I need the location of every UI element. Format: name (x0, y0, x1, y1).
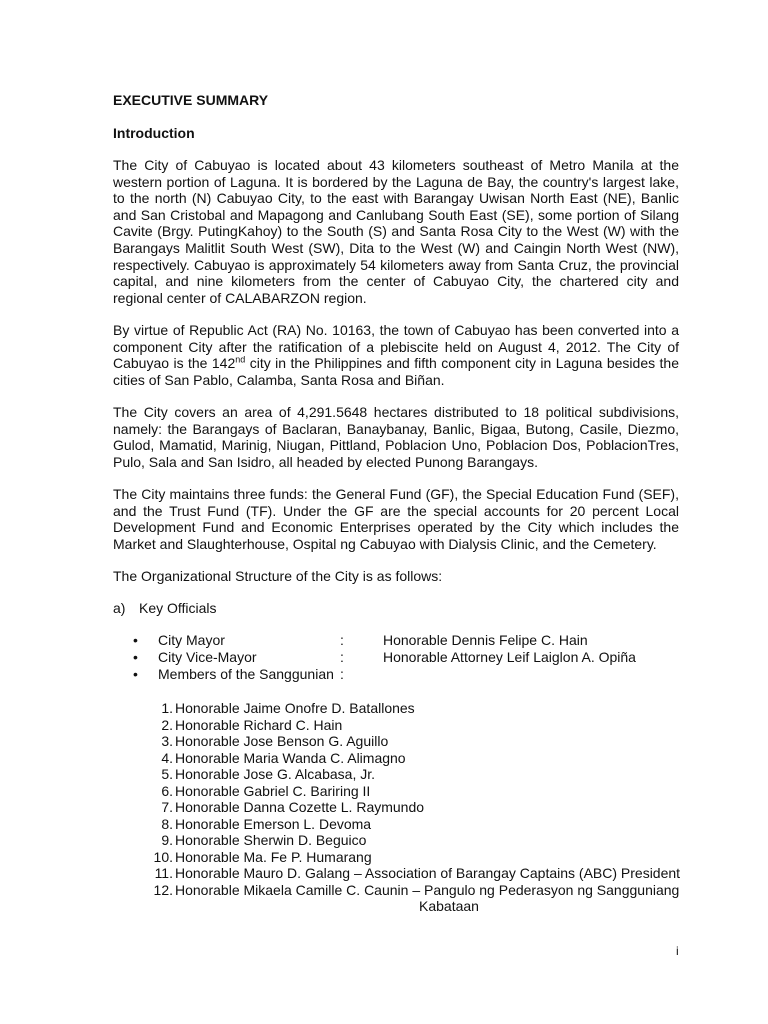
member-name: Honorable Jose G. Alcabasa, Jr. (175, 766, 375, 782)
separator-colon: : (340, 666, 344, 682)
bullet-icon: • (133, 632, 138, 648)
list-item (113, 766, 679, 783)
separator-colon: : (340, 649, 344, 665)
list-item (113, 783, 679, 800)
member-name: Honorable Ma. Fe P. Humarang (175, 848, 372, 865)
member-number: 2. (161, 716, 173, 733)
member-name: Honorable Emerson L. Devoma (175, 815, 372, 832)
ordinal-suffix: nd (235, 354, 246, 365)
paragraph-cityhood-text-a: By virtue of Republic Act (RA) No. 10163, the town of Cabuyao has been converted into a component City after the ratification of a plebiscite held on August 4, 2012. The City of Cabuyao is the 142 (113, 322, 679, 372)
list-item (113, 632, 679, 649)
paragraph-org-structure: The Organizational Structure of the City is as follows: (113, 568, 443, 584)
paragraph-location: The City of Cabuyao is located about 43 kilometers southeast of Metro Manila at the western portion of Laguna. It is bordered by the Laguna de Bay, the country's largest lake, to the north (N) Cabuyao City, to the east with Barangay Uwisan North East (NE), Banlic and San Cristobal and Mapagong and Canlubang South East (SE), some portion of Silang Cavite (Brgy. PutingKahoy) to the South (S) and Santa Rosa City to the West (W) with the Barangays Malitlit South West (SW), Dita to the West (W) and Caingin North West (NW), respectively. Cabuyao is approximately 54 kilometers away from Santa Cruz, the provincial capital, and nine kilometers from the center of Cabuyao City, the chartered city and regional center of CALABARZON region. (113, 157, 679, 306)
member-number: 3. (161, 733, 173, 749)
list-marker: a) (113, 600, 126, 616)
bullet-icon: • (133, 649, 138, 665)
official-name: Honorable Attorney Leif Laiglon A. Opiña (383, 649, 636, 665)
member-name: Honorable Gabriel C. Bariring II (175, 782, 371, 799)
member-number: 7. (161, 799, 173, 815)
list-item (113, 666, 679, 683)
list-item (113, 799, 679, 816)
official-role: Members of the Sanggunian (158, 666, 334, 682)
document-title: EXECUTIVE SUMMARY (113, 92, 269, 108)
member-number: 4. (161, 749, 173, 766)
list-item (113, 717, 679, 734)
member-name: Honorable Danna Cozette L. Raymundo (175, 799, 425, 815)
member-name-continuation: Kabataan (419, 898, 479, 914)
paragraph-area: The City covers an area of 4,291.5648 hectares distributed to 18 political subdivisions, namely: the Barangays of Baclaran, Banaybanay, Banlic, Bigaa, Butong, Casile, Diezmo, Gulod, Mamatid, Marinig, Niugan, Pittland, Poblacion Uno, Poblacion Dos, PoblacionTres, Pulo, Sala and San Isidro, all headed by elected Punong Barangays. (113, 404, 679, 470)
list-item (113, 649, 679, 666)
list-item (113, 881, 680, 914)
member-number: 12. (153, 881, 173, 898)
member-number: 5. (161, 766, 173, 782)
member-number: 1. (161, 700, 173, 716)
separator-colon: : (340, 632, 344, 648)
official-role: City Mayor (158, 632, 225, 648)
member-number: 8. (161, 815, 173, 832)
key-officials-heading (113, 600, 217, 616)
paragraph-funds: The City maintains three funds: the General Fund (GF), the Special Education Fund (SEF), and the Trust Fund (TF). Under the GF are the special accounts for 20 percent Local Development Fund and Economic Enterprises operated by the City which includes the Market and Slaughterhouse, Ospital ng Cabuyao with Dialysis Clinic, and the Cemetery. (113, 486, 679, 552)
list-item (113, 750, 679, 767)
member-number: 11. (154, 865, 173, 881)
member-number: 10. (153, 848, 173, 865)
list-item (113, 816, 679, 833)
paragraph-cityhood (113, 322, 679, 388)
member-name: Honorable Jaime Onofre D. Batallones (175, 700, 415, 716)
member-number: 9. (161, 832, 173, 848)
paragraph-cityhood-text-b: city in the Philippines and fifth component city in Laguna besides the cities of San Pablo, Calamba, Santa Rosa and Biñan. (113, 355, 679, 388)
section-heading: Introduction (113, 125, 195, 141)
list-item (113, 700, 679, 717)
sanggunian-members-list (113, 700, 681, 914)
key-officials-label: Key Officials (139, 600, 217, 616)
member-name: Honorable Mikaela Camille C. Caunin – Pangulo ng Pederasyon ng Sangguniang (175, 881, 680, 898)
member-name: Honorable Mauro D. Galang – Association of Barangay Captains (ABC) President (175, 865, 681, 881)
page-number: i (676, 944, 679, 958)
list-item (113, 849, 679, 866)
member-name: Honorable Richard C. Hain (175, 716, 343, 733)
member-name: Honorable Maria Wanda C. Alimagno (175, 749, 406, 766)
official-role: City Vice-Mayor (158, 649, 257, 665)
official-name: Honorable Dennis Felipe C. Hain (383, 632, 588, 648)
list-item (113, 865, 679, 882)
bullet-icon: • (133, 666, 138, 682)
member-name: Honorable Sherwin D. Beguico (175, 832, 367, 848)
key-officials-list (113, 632, 679, 683)
list-item (113, 832, 679, 849)
member-number: 6. (161, 782, 173, 799)
list-item (113, 733, 679, 750)
member-name: Honorable Jose Benson G. Aguillo (175, 733, 389, 749)
